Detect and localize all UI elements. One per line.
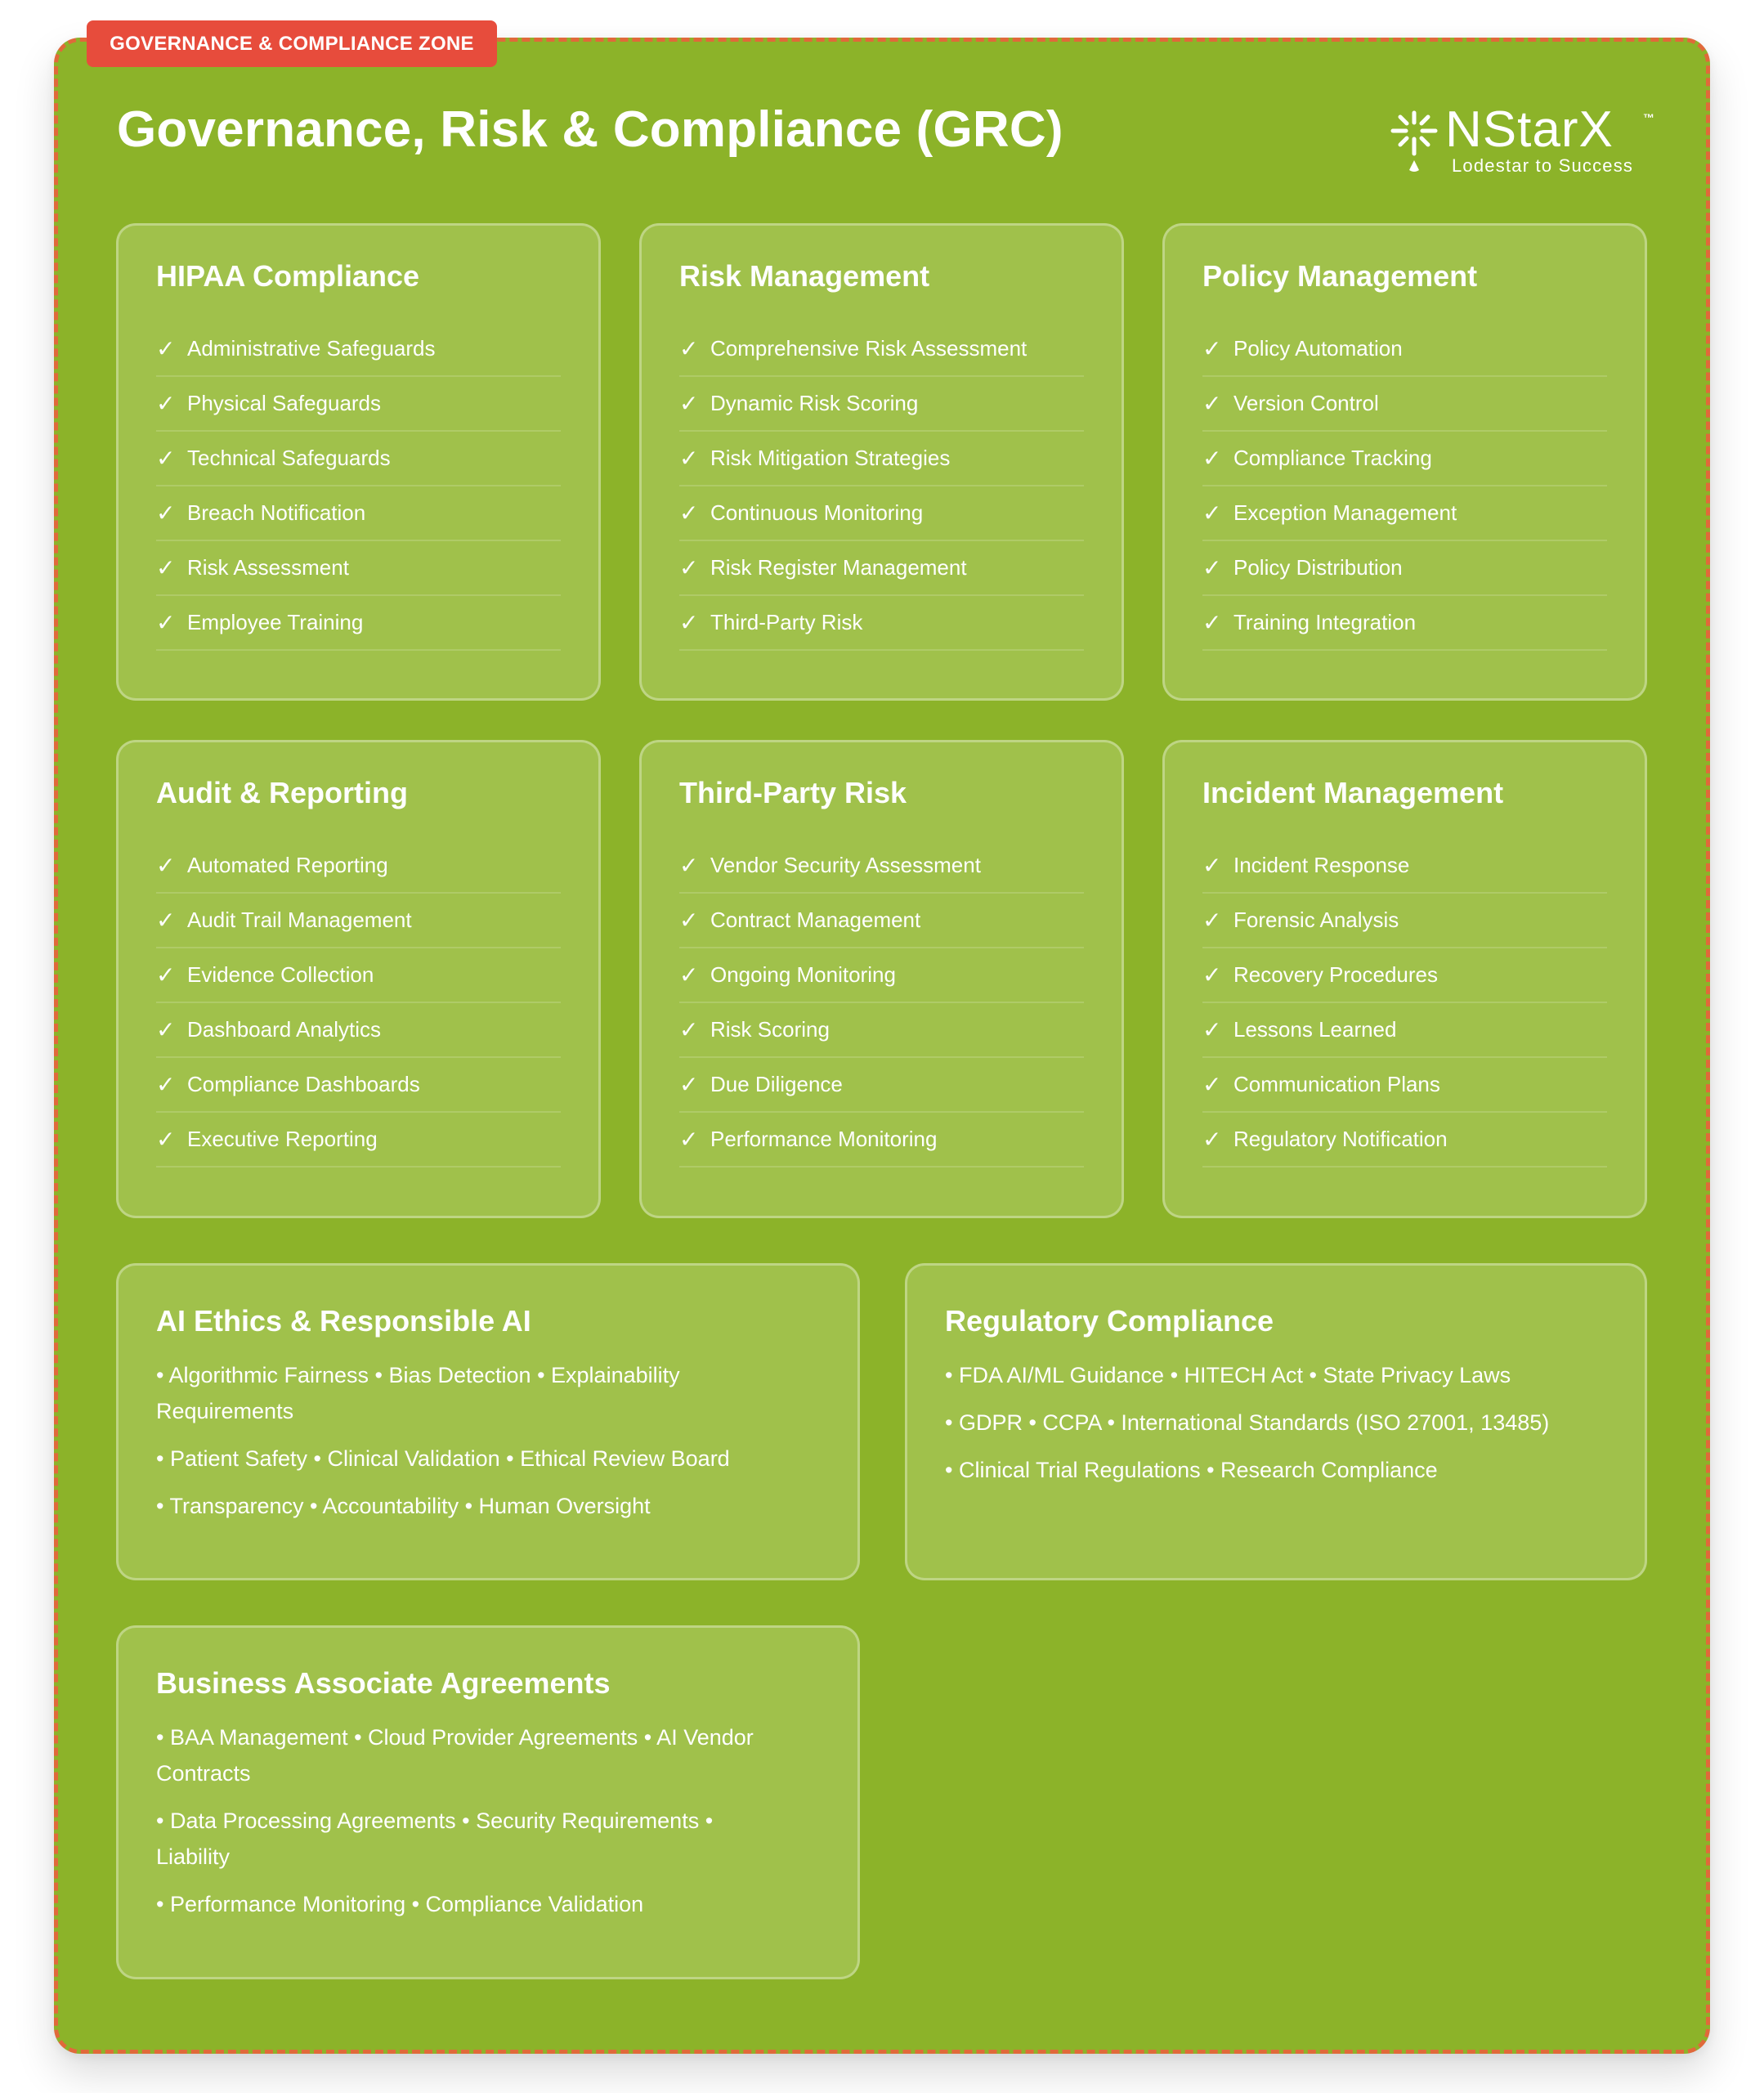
list-item (1202, 486, 1607, 541)
star-burst-icon (1390, 110, 1439, 175)
check-icon: ✓ (1202, 500, 1222, 526)
list-item (156, 894, 561, 948)
card-title: Regulatory Compliance (945, 1304, 1274, 1338)
card-audit-reporting (116, 740, 601, 1218)
card-title: AI Ethics & Responsible AI (156, 1304, 531, 1338)
list-item (679, 1058, 1084, 1113)
list-item (679, 541, 1084, 596)
check-icon: ✓ (156, 555, 176, 580)
list-item-label: Executive Reporting (187, 1127, 378, 1151)
list-item-label: Lessons Learned (1233, 1017, 1397, 1042)
list-item-label: Ongoing Monitoring (710, 962, 896, 987)
check-icon: ✓ (679, 610, 699, 635)
check-list (679, 839, 1084, 1168)
list-item (1202, 322, 1607, 377)
list-item (1202, 839, 1607, 894)
check-icon: ✓ (679, 962, 699, 988)
card-title: Incident Management (1202, 776, 1504, 809)
list-item (1202, 377, 1607, 432)
check-icon: ✓ (156, 446, 176, 471)
check-icon: ✓ (156, 500, 176, 526)
logo-trademark: ™ (1643, 111, 1654, 124)
check-icon: ✓ (156, 1072, 176, 1097)
check-icon: ✓ (1202, 336, 1222, 361)
list-item (679, 948, 1084, 1003)
check-icon: ✓ (679, 1017, 699, 1042)
check-list (679, 322, 1084, 651)
card-policy-management (1162, 223, 1647, 701)
list-item-label: Evidence Collection (187, 962, 374, 987)
list-item-label: Recovery Procedures (1233, 962, 1438, 987)
check-icon: ✓ (156, 391, 176, 416)
list-item-label: Audit Trail Management (187, 908, 412, 932)
check-icon: ✓ (1202, 446, 1222, 471)
list-item (156, 1003, 561, 1058)
list-item (156, 1058, 561, 1113)
card-business-associate-agreements (116, 1625, 860, 1979)
list-item-label: Breach Notification (187, 500, 366, 525)
list-item-label: Version Control (1233, 391, 1379, 415)
list-item-label: Training Integration (1233, 610, 1417, 634)
list-item (156, 839, 561, 894)
list-item-label: Dynamic Risk Scoring (710, 391, 919, 415)
check-icon: ✓ (679, 500, 699, 526)
card-regulatory-compliance (905, 1263, 1647, 1580)
list-item (156, 377, 561, 432)
list-item-label: Technical Safeguards (187, 446, 391, 470)
card-incident-management (1162, 740, 1647, 1218)
bullet-line: • GDPR • CCPA • International Standards (ISO 27001, 13485) (945, 1410, 1550, 1435)
list-item-label: Communication Plans (1233, 1072, 1440, 1096)
list-item (1202, 1058, 1607, 1113)
check-icon: ✓ (1202, 391, 1222, 416)
list-item (679, 486, 1084, 541)
list-item (1202, 948, 1607, 1003)
list-item (679, 839, 1084, 894)
check-icon: ✓ (1202, 555, 1222, 580)
list-item-label: Exception Management (1233, 500, 1457, 525)
list-item-label: Performance Monitoring (710, 1127, 938, 1151)
bullet-line: • Clinical Trial Regulations • Research Compliance (945, 1458, 1438, 1482)
list-item-label: Vendor Security Assessment (710, 853, 981, 877)
list-item-label: Forensic Analysis (1233, 908, 1399, 932)
list-item (156, 322, 561, 377)
card-title: Policy Management (1202, 259, 1478, 293)
list-item (156, 948, 561, 1003)
check-icon: ✓ (679, 1127, 699, 1152)
bullet-line: • Algorithmic Fairness • Bias Detection • Explainability Requirements (156, 1363, 680, 1423)
card-hipaa-compliance (116, 223, 601, 701)
list-item-label: Compliance Tracking (1233, 446, 1432, 470)
list-item (156, 541, 561, 596)
page-title: Governance, Risk & Compliance (GRC) (117, 101, 1063, 158)
check-icon: ✓ (1202, 1017, 1222, 1042)
list-item-label: Automated Reporting (187, 853, 388, 877)
list-item-label: Employee Training (187, 610, 364, 634)
list-item-label: Regulatory Notification (1233, 1127, 1448, 1151)
list-item (679, 894, 1084, 948)
check-icon: ✓ (156, 853, 176, 878)
bullet-line: • Performance Monitoring • Compliance Validation (156, 1892, 644, 1916)
list-item-label: Continuous Monitoring (710, 500, 924, 525)
list-item-label: Comprehensive Risk Assessment (710, 336, 1028, 361)
check-icon: ✓ (1202, 962, 1222, 988)
card-third-party-risk (639, 740, 1124, 1218)
check-icon: ✓ (1202, 1072, 1222, 1097)
list-item (679, 1113, 1084, 1168)
list-item (156, 596, 561, 651)
list-item-label: Physical Safeguards (187, 391, 382, 415)
list-item-label: Risk Assessment (187, 555, 349, 580)
list-item (156, 1113, 561, 1168)
card-title: Risk Management (679, 259, 930, 293)
list-item-label: Incident Response (1233, 853, 1410, 877)
list-item-label: Policy Distribution (1233, 555, 1403, 580)
card-ai-ethics (116, 1263, 860, 1580)
bullet-line: • Patient Safety • Clinical Validation • Ethical Review Board (156, 1446, 730, 1471)
check-list (156, 839, 561, 1168)
check-icon: ✓ (679, 336, 699, 361)
list-item-label: Risk Scoring (710, 1017, 830, 1042)
card-risk-management (639, 223, 1124, 701)
check-icon: ✓ (679, 1072, 699, 1097)
list-item-label: Risk Mitigation Strategies (710, 446, 951, 470)
check-icon: ✓ (679, 555, 699, 580)
list-item-label: Policy Automation (1233, 336, 1403, 361)
list-item-label: Contract Management (710, 908, 921, 932)
check-list (1202, 322, 1607, 651)
bullet-line: • Transparency • Accountability • Human Oversight (156, 1494, 651, 1518)
list-item-label: Administrative Safeguards (187, 336, 436, 361)
nstarx-logo (1390, 101, 1659, 178)
list-item (679, 432, 1084, 486)
bullet-line: • BAA Management • Cloud Provider Agreements • AI Vendor Contracts (156, 1725, 754, 1786)
list-item (1202, 1003, 1607, 1058)
check-icon: ✓ (156, 908, 176, 933)
list-item-label: Compliance Dashboards (187, 1072, 420, 1096)
zone-tag-badge: GOVERNANCE & COMPLIANCE ZONE (87, 20, 497, 67)
list-item (1202, 894, 1607, 948)
check-list (156, 322, 561, 651)
list-item (1202, 596, 1607, 651)
card-title: Audit & Reporting (156, 776, 408, 809)
list-item (679, 1003, 1084, 1058)
bullet-line: • FDA AI/ML Guidance • HITECH Act • State Privacy Laws (945, 1363, 1511, 1387)
list-item (156, 432, 561, 486)
list-item (1202, 541, 1607, 596)
list-item-label: Risk Register Management (710, 555, 967, 580)
check-icon: ✓ (1202, 908, 1222, 933)
check-icon: ✓ (156, 610, 176, 635)
list-item (679, 596, 1084, 651)
list-item (1202, 1113, 1607, 1168)
check-list (1202, 839, 1607, 1168)
card-title: Business Associate Agreements (156, 1666, 611, 1700)
check-icon: ✓ (1202, 610, 1222, 635)
list-item-label: Due Diligence (710, 1072, 843, 1096)
logo-tagline: Lodestar to Success (1452, 155, 1634, 176)
check-icon: ✓ (156, 1127, 176, 1152)
check-icon: ✓ (1202, 1127, 1222, 1152)
card-title: Third-Party Risk (679, 776, 907, 809)
check-icon: ✓ (679, 391, 699, 416)
check-icon: ✓ (679, 853, 699, 878)
check-icon: ✓ (1202, 853, 1222, 878)
list-item (1202, 432, 1607, 486)
check-icon: ✓ (156, 1017, 176, 1042)
list-item (679, 322, 1084, 377)
list-item (156, 486, 561, 541)
check-icon: ✓ (156, 962, 176, 988)
bullet-line: • Data Processing Agreements • Security Requirements • Liability (156, 1808, 714, 1869)
logo-wordmark: NStarX (1445, 101, 1614, 158)
list-item-label: Dashboard Analytics (187, 1017, 382, 1042)
check-icon: ✓ (679, 446, 699, 471)
check-icon: ✓ (156, 336, 176, 361)
list-item (679, 377, 1084, 432)
check-icon: ✓ (679, 908, 699, 933)
list-item-label: Third-Party Risk (710, 610, 863, 634)
card-title: HIPAA Compliance (156, 259, 420, 293)
